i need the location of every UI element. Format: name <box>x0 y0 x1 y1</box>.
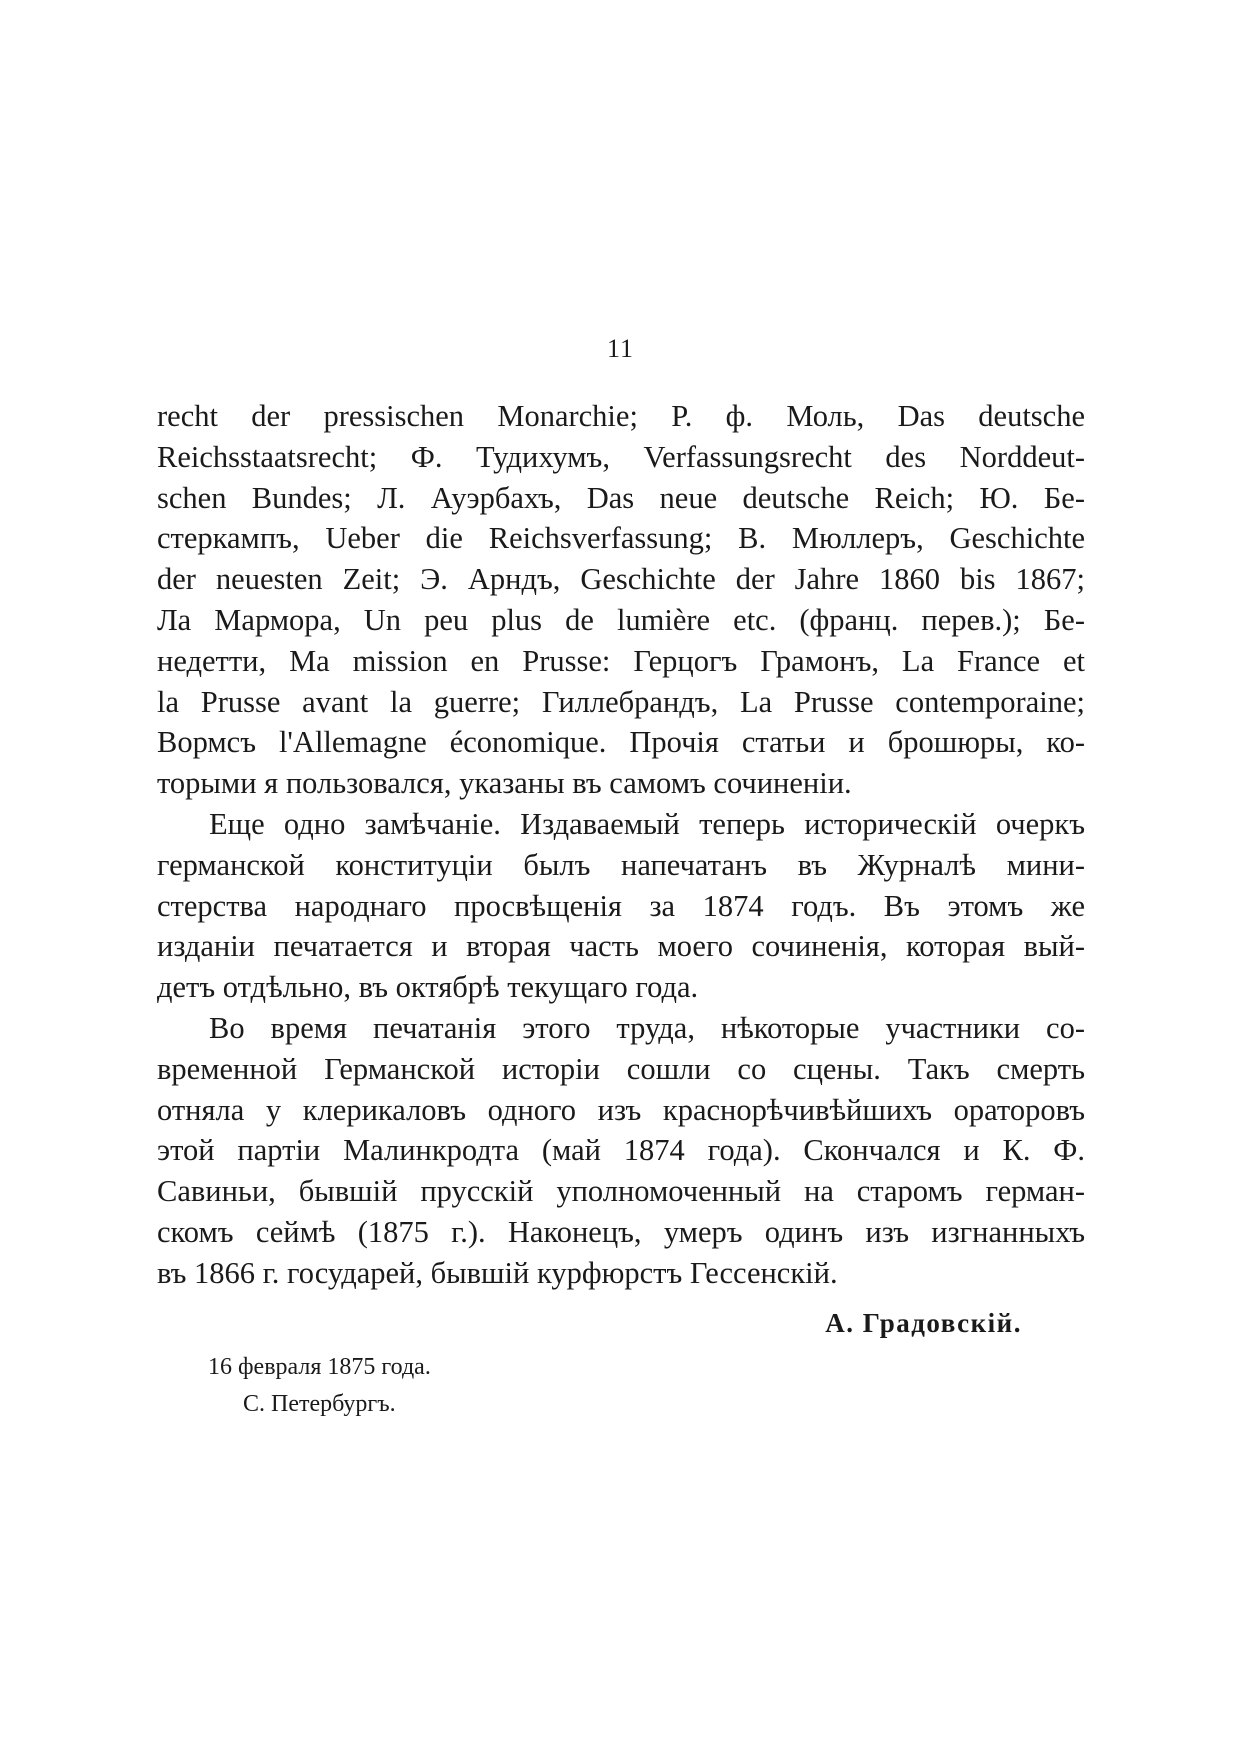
text-line: Reichsstaatsrecht; Ф. Тудихумъ, Verfassungsrecht des Norddeut- <box>157 439 1085 474</box>
place-line: С. Петербургъ. <box>243 1391 396 1417</box>
page-number: 11 <box>606 334 635 363</box>
text-line: Вормсъ l'Allemagne économique. Прочія статьи и брошюры, ко- <box>157 725 1085 760</box>
text-line: торыми я пользовался, указаны въ самомъ сочиненіи. <box>157 766 852 801</box>
text-line: этой партіи Малинкродта (май 1874 года). Скончался и К. Ф. <box>157 1133 1085 1168</box>
text-line: въ 1866 г. государей, бывшій курфюрстъ Гессенскій. <box>157 1255 838 1290</box>
text-line: recht der pressischen Monarchie; P. ф. Моль, Das deutsche <box>157 399 1085 433</box>
text-line: отняла у клерикаловъ одного изъ краснорѣчивѣйшихъ ораторовъ <box>157 1092 1085 1127</box>
text-line: Савиньи, бывшій прусскій уполномоченный на старомъ герман- <box>157 1174 1085 1209</box>
text-line: изданіи печатается и вторая часть моего сочиненія, которая вый- <box>157 929 1085 964</box>
text-line: Ла Мармора, Un peu plus de lumière etc. (франц. перев.); Бе- <box>157 602 1085 637</box>
text-line: der neuesten Zeit; Э. Арндъ, Geschichte der Jahre 1860 bis 1867; <box>157 562 1085 597</box>
text-line: стеркампъ, Ueber die Reichsverfassung; В. Мюллеръ, Geschichte <box>157 521 1085 556</box>
date-line: 16 февраля 1875 года. <box>208 1354 431 1380</box>
text-line: Еще одно замѣчаніе. Издаваемый теперь историческій очеркъ <box>209 806 1085 841</box>
text-line: стерства народнаго просвѣщенія за 1874 годъ. Въ этомъ же <box>157 888 1085 923</box>
text-line: временной Германской исторіи сошли со сцены. Такъ смерть <box>157 1051 1085 1086</box>
paragraph-events <box>157 1008 1085 1294</box>
text-line: детъ отдѣльно, въ октябрѣ текущаго года. <box>157 970 699 1005</box>
text-line: скомъ сеймѣ (1875 г.). Наконецъ, умеръ одинъ изъ изгнанныхъ <box>157 1214 1085 1249</box>
text-line: schen Bundes; Л. Ауэрбахъ, Das neue deutsche Reich; Ю. Бе- <box>157 480 1085 515</box>
body-text <box>157 396 1085 1294</box>
text-line: la Prusse avant la guerre; Гиллебрандъ, La Prusse contemporaine; <box>157 684 1085 719</box>
text-line: недетти, Ma mission en Prusse: Герцогъ Грамонъ, La France et <box>157 643 1085 678</box>
author-signature: А. Градовскій. <box>825 1308 1022 1338</box>
paragraph-sources <box>157 396 1085 804</box>
paragraph-remark <box>157 804 1085 1008</box>
text-line: Во время печатанія этого труда, нѣкоторые участники со- <box>209 1010 1085 1045</box>
text-line: германской конституціи былъ напечатанъ въ Журналѣ мини- <box>157 847 1085 882</box>
